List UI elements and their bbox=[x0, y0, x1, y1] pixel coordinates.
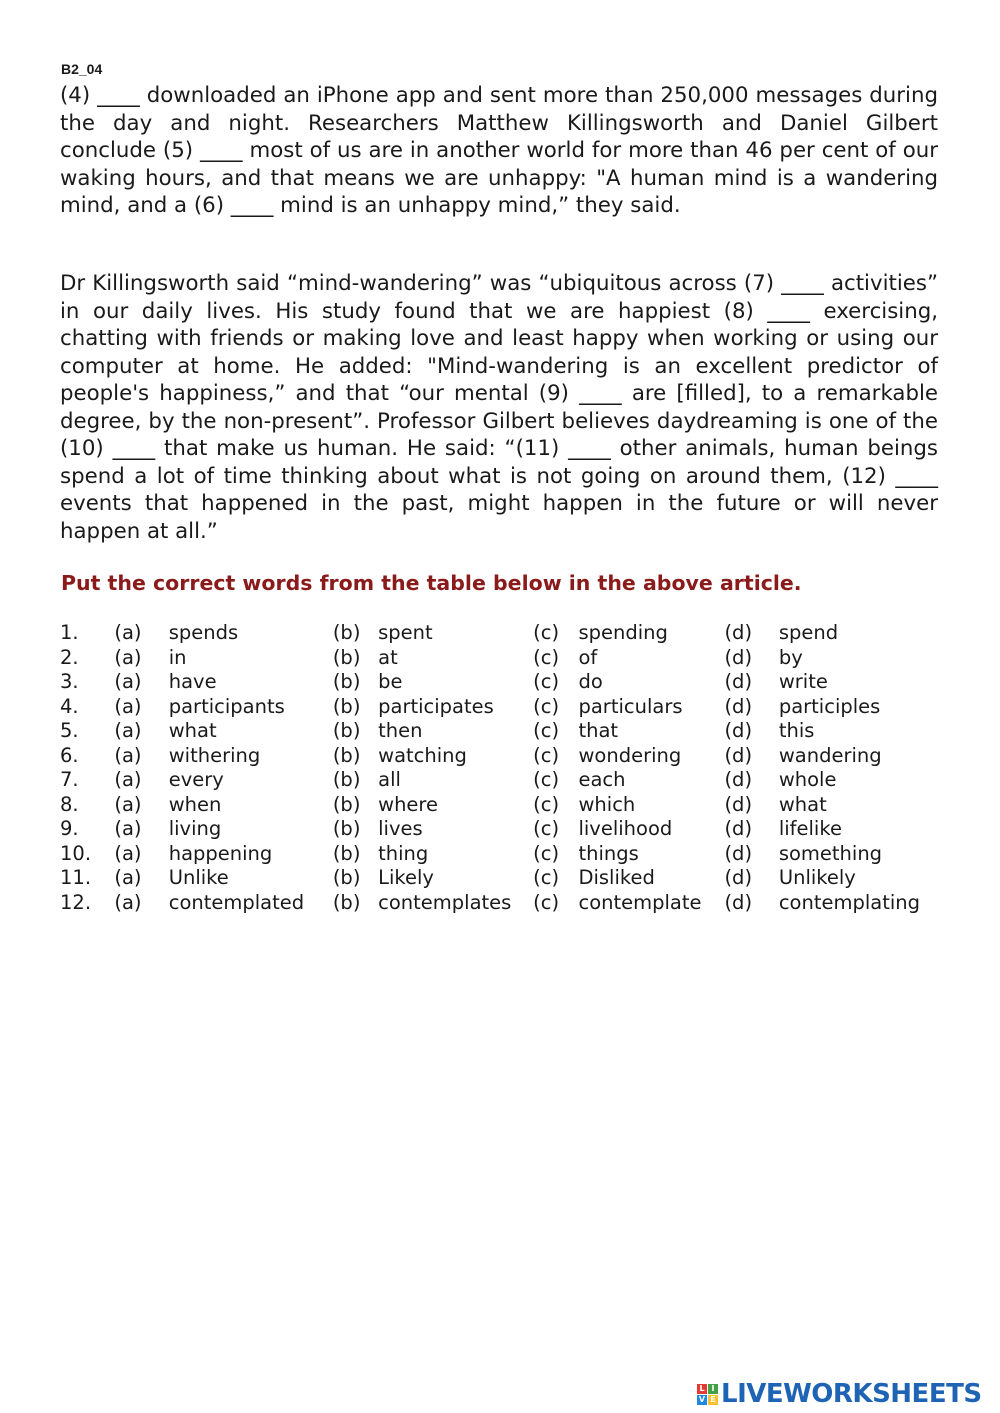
option-word: participates bbox=[378, 694, 494, 718]
option-letter: (c) bbox=[533, 768, 560, 791]
option-letter: (c) bbox=[533, 792, 560, 816]
option-letter: (a) bbox=[114, 670, 142, 693]
option-row bbox=[60, 744, 940, 769]
option-word: that bbox=[578, 719, 619, 742]
option-word: which bbox=[578, 792, 636, 816]
option-letter: (c) bbox=[533, 645, 560, 669]
option-letter: (b) bbox=[332, 645, 361, 669]
option-letter: (d) bbox=[724, 768, 753, 791]
option-letter: (c) bbox=[533, 694, 560, 718]
logo-mark-letter: L bbox=[697, 1384, 707, 1394]
question-number: 9. bbox=[60, 817, 79, 840]
option-letter: (d) bbox=[724, 743, 753, 767]
option-letter: (a) bbox=[114, 841, 142, 865]
question-number: 4. bbox=[60, 694, 79, 718]
option-word: all bbox=[378, 768, 401, 791]
option-word: Likely bbox=[378, 866, 434, 889]
question-number: 1. bbox=[60, 621, 79, 644]
option-letter: (a) bbox=[114, 768, 142, 791]
option-row bbox=[60, 793, 940, 818]
option-letter: (d) bbox=[724, 670, 753, 693]
option-word: when bbox=[168, 792, 222, 816]
option-row bbox=[60, 866, 940, 891]
option-word: happening bbox=[168, 841, 273, 865]
option-word: Unlike bbox=[168, 866, 229, 889]
option-word: by bbox=[778, 645, 803, 669]
article-paragraph-2: Dr Killingsworth said “mind-wandering” was “ubiquitous across (7) ____ activities” in our daily lives. His study found that we are happiest (8) ____ exercising, chatting with friends or making love and least happy when working or using our computer at home. He added: "Mind-wandering is an excellent predictor of people's happiness,” and that “our mental (9) ____ are [filled], to a remarkable degree, by the non-present”. Professor Gilbert believes daydreaming is one of the (10) ____ that make us human. He said: “(11) ____ other animals, human beings spend a lot of time thinking about what is not going on around them, (12) ____ events that happened in the past, might happen in the future or will never happen at all.” bbox=[60, 271, 938, 544]
option-word: where bbox=[378, 792, 439, 816]
option-word: spend bbox=[778, 621, 839, 644]
option-word: every bbox=[168, 768, 224, 791]
option-letter: (b) bbox=[332, 694, 361, 718]
option-letter: (d) bbox=[724, 645, 753, 669]
option-word: contemplated bbox=[168, 890, 305, 914]
option-letter: (c) bbox=[533, 890, 560, 914]
option-row bbox=[60, 817, 940, 842]
option-word: have bbox=[168, 670, 217, 693]
option-word: contemplate bbox=[578, 890, 702, 914]
option-word: particulars bbox=[578, 694, 683, 718]
option-word: lifelike bbox=[778, 817, 842, 840]
option-letter: (a) bbox=[114, 645, 142, 669]
option-letter: (d) bbox=[724, 792, 753, 816]
question-number: 12. bbox=[60, 890, 92, 914]
option-letter: (a) bbox=[114, 890, 142, 914]
option-row bbox=[60, 842, 940, 867]
option-word: watching bbox=[378, 743, 467, 767]
option-word: contemplates bbox=[378, 890, 512, 914]
option-word: something bbox=[778, 841, 883, 865]
option-letter: (c) bbox=[533, 866, 560, 889]
option-word: do bbox=[578, 670, 603, 693]
question-number: 11. bbox=[60, 866, 92, 889]
liveworksheets-logo bbox=[697, 1378, 982, 1410]
option-letter: (b) bbox=[332, 768, 361, 791]
logo-mark-icon bbox=[697, 1384, 718, 1405]
question-number: 2. bbox=[60, 645, 79, 669]
question-number: 10. bbox=[60, 841, 92, 865]
worksheet-code: B2_04 bbox=[61, 61, 103, 77]
option-word: contemplating bbox=[778, 890, 921, 914]
option-word: spends bbox=[168, 621, 239, 644]
option-letter: (b) bbox=[332, 792, 361, 816]
option-word: thing bbox=[378, 841, 429, 865]
option-letter: (b) bbox=[332, 890, 361, 914]
option-letter: (b) bbox=[332, 817, 361, 840]
question-number: 7. bbox=[60, 768, 79, 791]
option-word: spent bbox=[378, 621, 433, 644]
option-letter: (a) bbox=[114, 694, 142, 718]
option-word: participants bbox=[168, 694, 285, 718]
instruction-heading: Put the correct words from the table below in the above article. bbox=[61, 571, 802, 595]
option-letter: (a) bbox=[114, 621, 142, 644]
option-word: living bbox=[168, 817, 222, 840]
option-word: what bbox=[168, 719, 217, 742]
question-number: 5. bbox=[60, 719, 79, 742]
option-letter: (b) bbox=[332, 621, 361, 644]
option-word: whole bbox=[778, 768, 837, 791]
option-word: of bbox=[578, 645, 598, 669]
option-word: each bbox=[578, 768, 626, 791]
option-letter: (b) bbox=[332, 719, 361, 742]
option-word: this bbox=[778, 719, 815, 742]
option-letter: (d) bbox=[724, 817, 753, 840]
option-letter: (b) bbox=[332, 866, 361, 889]
option-letter: (a) bbox=[114, 743, 142, 767]
option-letter: (b) bbox=[332, 841, 361, 865]
option-word: Disliked bbox=[578, 866, 655, 889]
option-word: lives bbox=[378, 817, 423, 840]
option-row bbox=[60, 768, 940, 793]
logo-text: LIVEWORKSHEETS bbox=[721, 1379, 982, 1409]
logo-mark-letter: I bbox=[708, 1384, 718, 1394]
option-word: at bbox=[378, 645, 398, 669]
option-letter: (d) bbox=[724, 621, 753, 644]
option-word: livelihood bbox=[578, 817, 673, 840]
option-letter: (b) bbox=[332, 670, 361, 693]
option-row bbox=[60, 891, 940, 916]
option-letter: (d) bbox=[724, 694, 753, 718]
option-word: then bbox=[378, 719, 423, 742]
option-word: withering bbox=[168, 743, 261, 767]
option-letter: (c) bbox=[533, 719, 560, 742]
option-word: things bbox=[578, 841, 639, 865]
option-letter: (d) bbox=[724, 841, 753, 865]
article-paragraph-1: (4) ____ downloaded an iPhone app and sent more than 250,000 messages during the day and night. Researchers Matthew Killingsworth and Daniel Gilbert conclude (5) ____ most of us are in another world for more than 46 per cent of our waking hours, and that means we are unhappy: "A human mind is a wandering mind, and a (6) ____ mind is an unhappy mind,” they said. bbox=[60, 83, 938, 218]
option-word: spending bbox=[578, 621, 668, 644]
option-word: be bbox=[378, 670, 403, 693]
option-word: write bbox=[778, 670, 828, 693]
option-row bbox=[60, 646, 940, 671]
question-number: 6. bbox=[60, 743, 79, 767]
option-letter: (c) bbox=[533, 621, 560, 644]
option-letter: (d) bbox=[724, 719, 753, 742]
option-letter: (b) bbox=[332, 743, 361, 767]
option-word: wondering bbox=[578, 743, 682, 767]
option-row bbox=[60, 695, 940, 720]
question-number: 8. bbox=[60, 792, 79, 816]
option-letter: (a) bbox=[114, 817, 142, 840]
option-word: in bbox=[168, 645, 187, 669]
option-letter: (c) bbox=[533, 817, 560, 840]
option-word: what bbox=[778, 792, 827, 816]
options-table bbox=[60, 621, 940, 915]
option-letter: (a) bbox=[114, 792, 142, 816]
option-row bbox=[60, 621, 940, 646]
option-word: wandering bbox=[778, 743, 882, 767]
logo-mark-letter: E bbox=[708, 1395, 718, 1405]
logo-mark-letter: V bbox=[698, 1394, 706, 1404]
option-letter: (a) bbox=[114, 866, 142, 889]
option-letter: (d) bbox=[724, 866, 753, 889]
option-word: participles bbox=[778, 694, 881, 718]
option-letter: (d) bbox=[724, 890, 753, 914]
option-word: Unlikely bbox=[778, 866, 856, 889]
option-row bbox=[60, 670, 940, 695]
option-row bbox=[60, 719, 940, 744]
option-letter: (c) bbox=[533, 743, 560, 767]
option-letter: (a) bbox=[114, 719, 142, 742]
question-number: 3. bbox=[60, 670, 79, 693]
option-letter: (c) bbox=[533, 670, 560, 693]
option-letter: (c) bbox=[533, 841, 560, 865]
